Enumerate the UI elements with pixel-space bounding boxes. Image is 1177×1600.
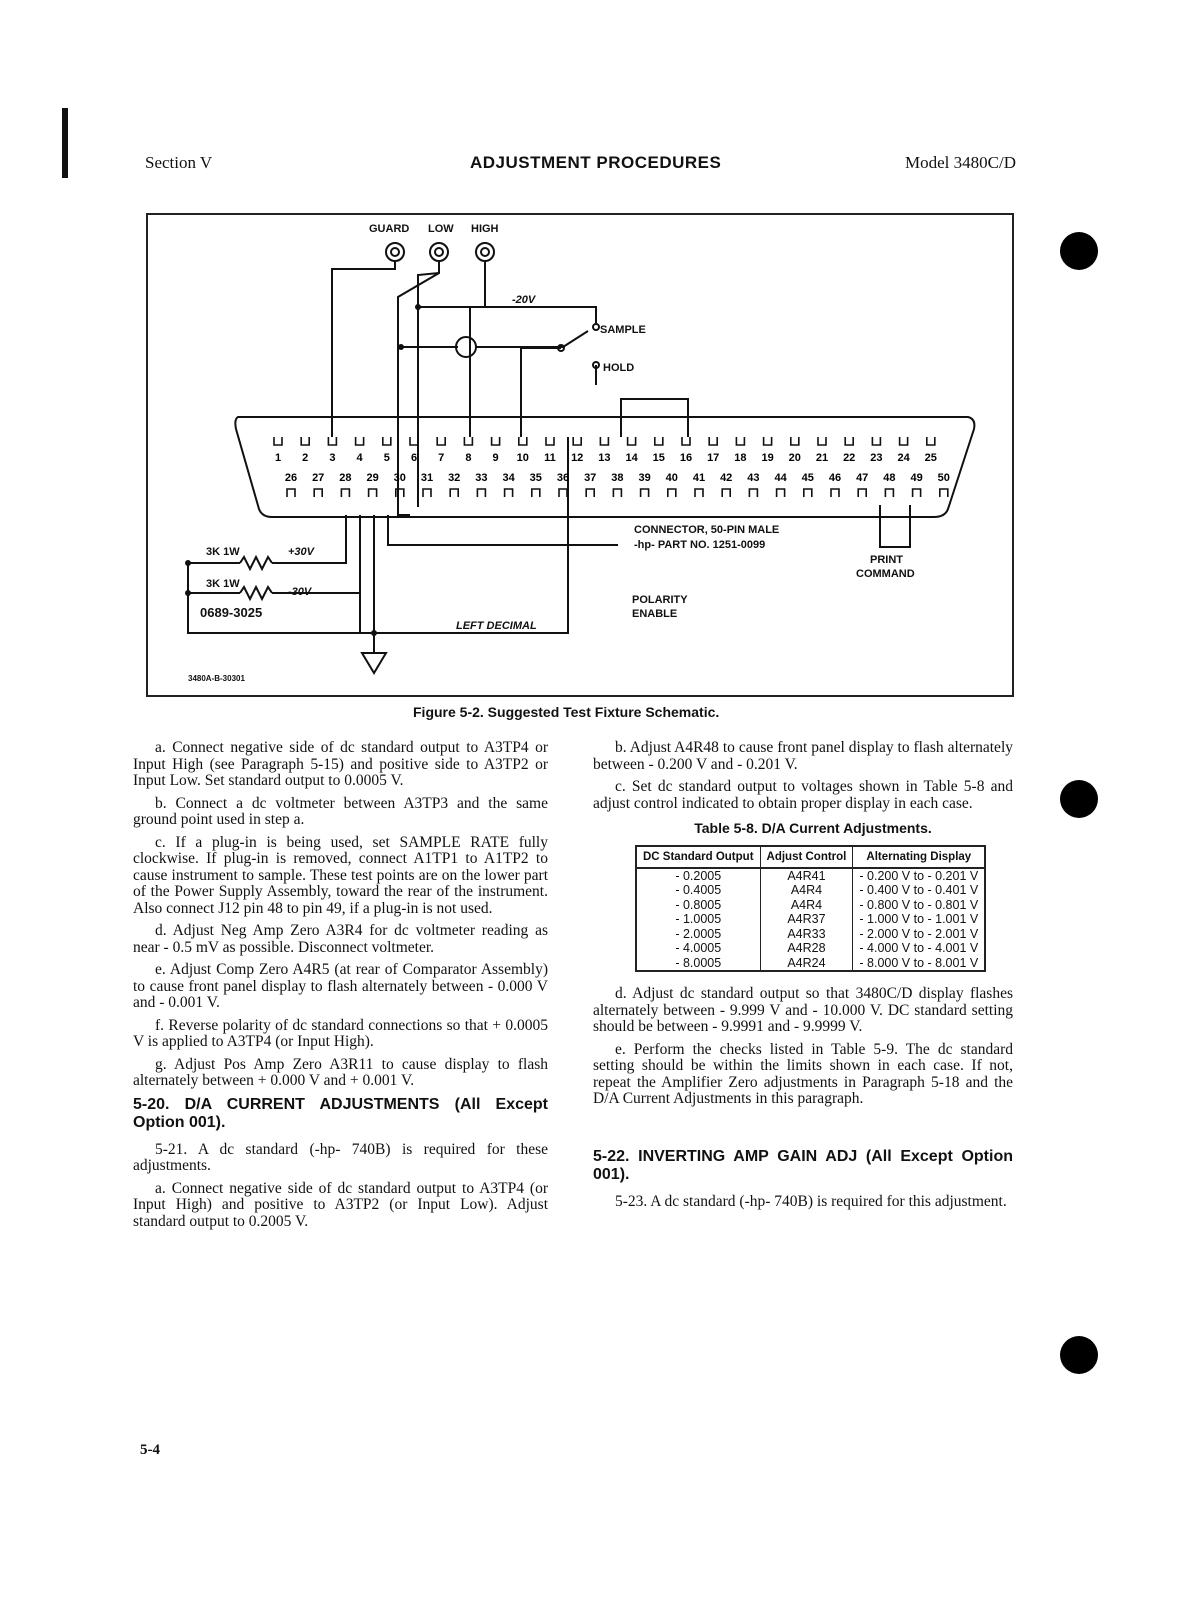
pin-shape [356, 437, 364, 445]
pin-label: 12 [571, 452, 584, 464]
step-e: e. Perform the checks listed in Table 5-9. The dc standard setting should be within the limits shown in each case. If not, repeat the Amplifier Zero adjustments in Paragraph 5-18 and the D/A Current Adjustments in this paragraph. [593, 1040, 1013, 1107]
pin-label: 44 [774, 472, 787, 484]
pin-shape [736, 437, 744, 445]
pin-label: 32 [448, 472, 461, 484]
section-number: 5-20. [133, 1095, 170, 1113]
pin-shape [641, 489, 649, 497]
binder-hole [1060, 780, 1098, 818]
pin-label: 39 [638, 472, 651, 484]
high-label: HIGH [471, 223, 499, 235]
guard-label: GUARD [369, 223, 410, 235]
low-label: LOW [428, 223, 454, 235]
pin-shape [573, 437, 581, 445]
pin-shape [287, 489, 295, 497]
table-cell: A4R24 [760, 956, 853, 972]
table-header: Adjust Control [760, 846, 853, 868]
pin-label: 48 [883, 472, 896, 484]
pin-label: 11 [544, 452, 556, 464]
table-row [636, 912, 985, 927]
pin-label: 35 [529, 472, 542, 484]
step-a: a. Connect negative side of dc standard output to A3TP4 or Input High (see Paragraph 5-15) and positive side to A3TP2 or Input Low. Set standard output to 0.0005 V. [133, 739, 548, 789]
pin-label: 31 [420, 472, 434, 484]
table-cell: - 0.8005 [636, 898, 760, 913]
step-d: d. Adjust Neg Amp Zero A3R4 for dc voltmeter reading as near - 0.5 mV as possible. Disconnect voltmeter. [133, 922, 548, 956]
binder-hole [1060, 232, 1098, 270]
section-title: D/A CURRENT ADJUSTMENTS (All Except Option 001). [133, 1095, 548, 1131]
pin-shape [900, 437, 908, 445]
section-heading-5-22: 5-22. INVERTING AMP GAIN ADJ (All Except Option 001). [593, 1147, 1013, 1183]
table-header: DC Standard Output [636, 846, 760, 868]
pin-label: 19 [761, 452, 774, 464]
table-cell: - 0.200 V to - 0.201 V [853, 868, 985, 884]
pin-shape [383, 437, 391, 445]
section-label: Section V [145, 153, 213, 172]
pin-label: 49 [910, 472, 923, 484]
table-cell: - 0.2005 [636, 868, 760, 884]
pin-label: 25 [924, 452, 937, 464]
plus-30v-label: +30V [288, 546, 314, 558]
pin-label: 41 [692, 472, 706, 484]
table-cell: A4R41 [760, 868, 853, 884]
pin-label: 30 [393, 472, 406, 484]
schematic-figure [146, 213, 1014, 697]
pin-shape [328, 437, 336, 445]
pin-label: 2 [302, 452, 309, 464]
table-cell: - 1.0005 [636, 912, 760, 927]
pin-shape [791, 437, 799, 445]
pin-shape [492, 437, 500, 445]
table-row [636, 927, 985, 942]
pin-label: 3 [329, 452, 336, 464]
pin-shape [831, 489, 839, 497]
pin-shape [301, 437, 309, 445]
table-cell: A4R4 [760, 883, 853, 898]
step-b: b. Adjust A4R48 to cause front panel display to flash alternately between - 0.200 V and - 0.201 V. [593, 739, 1013, 773]
pin-shape [709, 437, 717, 445]
table-row [636, 868, 985, 884]
pin-shape [559, 489, 567, 497]
pin-shape [818, 437, 826, 445]
step-f: f. Reverse polarity of dc standard connections so that + 0.0005 V is applied to A3TP4 (or Input High). [133, 1016, 548, 1050]
connector-label-1: CONNECTOR, 50-PIN MALE [634, 524, 780, 536]
pin-label: 22 [843, 452, 856, 464]
pin-label: 21 [815, 452, 829, 464]
pin-label: 40 [665, 472, 678, 484]
table-cell: - 2.000 V to - 2.001 V [853, 927, 985, 942]
pin-label: 47 [856, 472, 869, 484]
table-cell: - 8.000 V to - 8.001 V [853, 956, 985, 972]
pin-shape [613, 489, 621, 497]
pin-label: 16 [679, 452, 693, 464]
table-row [636, 898, 985, 913]
figure-caption: Figure 5-2. Suggested Test Fixture Schematic. [413, 704, 720, 720]
polarity-label-2: ENABLE [632, 608, 678, 620]
pin-shape [314, 489, 322, 497]
pin-shape [927, 437, 935, 445]
page-number: 5-4 [140, 1442, 160, 1458]
step-c: c. If a plug-in is being used, set SAMPLE RATE fully clockwise. If plug-in is removed, connect A1TP1 to A1TP2 to cause instrument to sample. These test points are on the lower part of the Power Supply Assembly, toward the rear of the instrument. Also connect J12 pin 48 to pin 49, if a plug-in is not used. [133, 833, 548, 917]
pin-label: 34 [502, 472, 515, 484]
top-pin-row [274, 437, 937, 464]
pin-shape [423, 489, 431, 497]
table-cell: A4R28 [760, 941, 853, 956]
resistor1-label: 3K 1W [206, 546, 240, 558]
pin-label: 18 [734, 452, 747, 464]
pin-shape [749, 489, 757, 497]
pin-shape [764, 437, 772, 445]
para-5-23: 5-23. A dc standard (-hp- 740B) is required for this adjustment. [615, 1192, 1007, 1210]
connector-label-2: -hp- PART NO. 1251-0099 [634, 539, 766, 551]
resistor2-label: 3K 1W [206, 578, 240, 590]
table-row [636, 956, 985, 972]
para-5-21: 5-21. A dc standard (-hp- 740B) is required for these adjustments. [133, 1140, 548, 1174]
model-label: Model 3480C/D [905, 153, 1016, 172]
table-row [636, 883, 985, 898]
pin-shape [505, 489, 513, 497]
pin-label: 26 [284, 472, 298, 484]
step-b: b. Connect a dc voltmeter between A3TP3 and the same ground point used in step a. [133, 794, 548, 828]
left-decimal-label: LEFT DECIMAL [456, 620, 537, 632]
page-title: ADJUSTMENT PROCEDURES [470, 153, 722, 172]
table-cell: - 0.4005 [636, 883, 760, 898]
bottom-pin-row [285, 472, 950, 497]
pin-label: 13 [598, 452, 611, 464]
table-cell: - 1.000 V to - 1.001 V [853, 912, 985, 927]
pin-shape [450, 489, 458, 497]
pin-label: 4 [356, 452, 363, 464]
pin-shape [464, 437, 472, 445]
step-d: d. Adjust dc standard output so that 3480C/D display flashes alternately between - 9.999 V and - 10.000 V. DC standard setting should be between - 9.9991 and - 9.9999 V. [593, 985, 1013, 1035]
pin-shape [695, 489, 703, 497]
pin-shape [586, 489, 594, 497]
pin-label: 45 [801, 472, 814, 484]
pin-label: 42 [720, 472, 733, 484]
table-cell: - 4.000 V to - 4.001 V [853, 941, 985, 956]
pin-shape [341, 489, 349, 497]
right-column [593, 740, 1013, 1216]
pin-shape [913, 489, 921, 497]
pin-shape [274, 437, 282, 445]
hold-label: HOLD [603, 362, 635, 374]
pin-label: 10 [516, 452, 529, 464]
table-title: Table 5-8. D/A Current Adjustments. [694, 820, 932, 836]
table-cell: - 8.0005 [636, 956, 760, 972]
minus-20v-label: -20V [512, 294, 536, 306]
pin-shape [369, 489, 377, 497]
pin-shape [682, 437, 690, 445]
table-cell: A4R37 [760, 912, 853, 927]
pin-label: 1 [274, 452, 282, 464]
pin-shape [872, 437, 880, 445]
pin-label: 50 [937, 472, 950, 484]
pin-label: 7 [438, 452, 445, 464]
sample-label: SAMPLE [600, 324, 646, 336]
pin-label: 28 [339, 472, 352, 484]
pin-shape [519, 437, 527, 445]
pin-shape [940, 489, 948, 497]
step-g: g. Adjust Pos Amp Zero A3R11 to cause display to flash alternately between + 0.000 V and + 0.001 V. [133, 1055, 548, 1089]
pin-label: 14 [625, 452, 638, 464]
pin-label: 15 [652, 452, 665, 464]
drawing-number: 3480A-B-30301 [188, 674, 245, 683]
pin-label: 17 [707, 452, 720, 464]
pin-shape [532, 489, 540, 497]
pin-label: 37 [584, 472, 597, 484]
pin-shape [437, 437, 445, 445]
pin-shape [885, 489, 893, 497]
pin-label: 8 [465, 452, 472, 464]
pin-label: 24 [897, 452, 910, 464]
pin-label: 5 [383, 452, 390, 464]
pin-label: 36 [556, 472, 570, 484]
table-header: Alternating Display [853, 846, 985, 868]
pin-label: 6 [410, 452, 418, 464]
scan-mark [62, 108, 68, 178]
table-cell: - 0.400 V to - 0.401 V [853, 883, 985, 898]
pin-shape [722, 489, 730, 497]
pin-label: 27 [312, 472, 325, 484]
table-cell: A4R33 [760, 927, 853, 942]
step-c: c. Set dc standard output to voltages shown in Table 5-8 and adjust control indicated to obtain proper display in each case. [593, 778, 1013, 812]
pin-shape [546, 437, 554, 445]
pin-shape [845, 437, 853, 445]
table-cell: - 4.0005 [636, 941, 760, 956]
para-5-21-a: a. Connect negative side of dc standard output to A3TP4 (or Input High) and positive to A3TP2 (or Input Low). Adjust standard output to 0.2005 V. [133, 1179, 548, 1230]
table-body [636, 868, 985, 972]
pin-label: 20 [788, 452, 801, 464]
print-label-2: COMMAND [856, 568, 915, 580]
pin-shape [477, 489, 485, 497]
step-e: e. Adjust Comp Zero A4R5 (at rear of Comparator Assembly) to cause front panel display to flash alternately between - 0.000 V and - 0.001 V. [133, 961, 548, 1011]
schematic-svg [148, 215, 1016, 699]
polarity-label-1: POLARITY [632, 594, 688, 606]
pin-shape [628, 437, 636, 445]
section-heading-5-20 [133, 1096, 548, 1132]
table-cell: - 0.800 V to - 0.801 V [853, 898, 985, 913]
table-row [636, 941, 985, 956]
pin-label: 38 [611, 472, 624, 484]
pin-shape [668, 489, 676, 497]
pin-shape [858, 489, 866, 497]
pin-label: 23 [870, 452, 883, 464]
pin-label: 9 [492, 452, 499, 464]
pin-shape [777, 489, 785, 497]
pin-shape [804, 489, 812, 497]
pin-shape [600, 437, 608, 445]
pin-label: 29 [366, 472, 379, 484]
pin-label: 46 [828, 472, 842, 484]
pin-shape [655, 437, 663, 445]
pin-label: 43 [747, 472, 760, 484]
left-column [133, 740, 548, 1236]
print-label-1: PRINT [870, 554, 903, 566]
pin-label: 33 [475, 472, 488, 484]
binder-hole [1060, 1336, 1098, 1374]
table-cell: - 2.0005 [636, 927, 760, 942]
minus-30v-label: -30V [288, 586, 312, 598]
resistor-part-label: 0689-3025 [200, 605, 263, 620]
table-cell: A4R4 [760, 898, 853, 913]
da-current-table [635, 845, 986, 973]
pin-shape [410, 437, 418, 445]
